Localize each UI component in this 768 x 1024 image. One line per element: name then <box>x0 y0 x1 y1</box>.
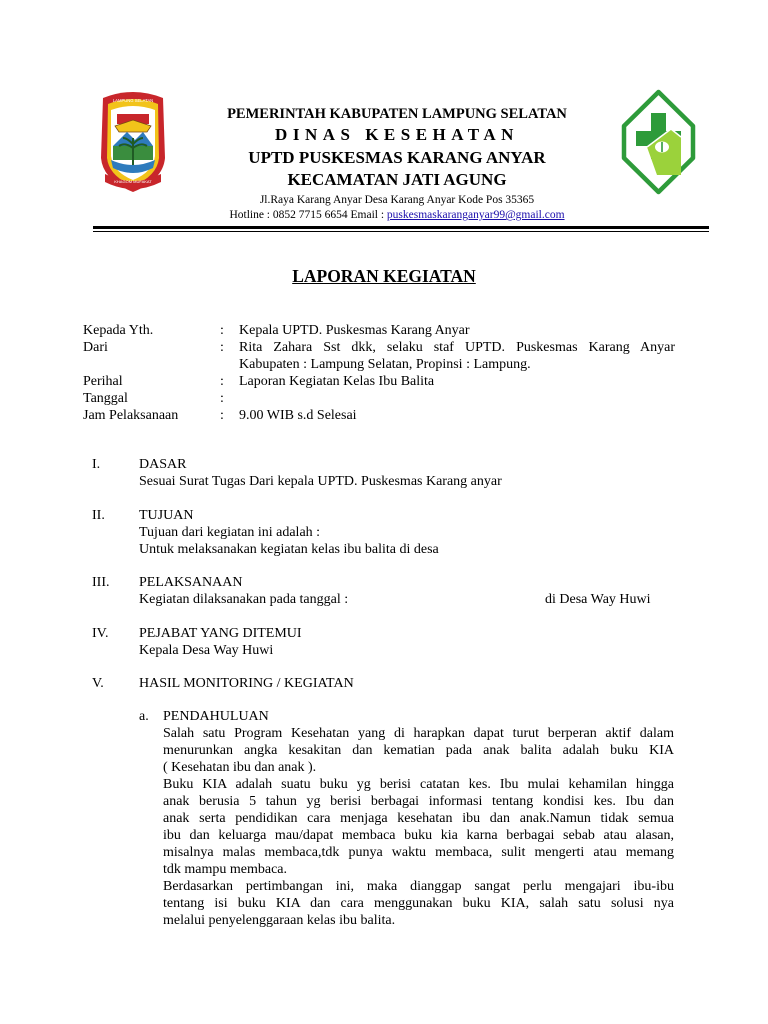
hotline-text: Hotline : 0852 7715 6654 Email : <box>229 209 387 221</box>
field-value: Laporan Kegiatan Kelas Ibu Balita <box>239 374 435 389</box>
subsection-label: a. <box>139 709 149 724</box>
section-text-location: di Desa Way Huwi <box>545 592 651 607</box>
paragraph-1 <box>163 725 674 776</box>
field-label: Dari <box>83 340 108 355</box>
paragraph-3 <box>163 878 674 929</box>
field-separator: : <box>220 391 224 406</box>
paragraph-line: menurunkan angka kesakitan dan kematian pada anak balita adalah buku KIA <box>163 743 674 758</box>
field-value-line: Kabupaten : Lampung Selatan, Propinsi : Lampung. <box>239 357 531 372</box>
paragraph-line: anak berusia 5 tahun yg berisi berbagai informasi tentang kondisi kes. Ibu dan <box>163 794 674 809</box>
field-label: Perihal <box>83 374 123 389</box>
paragraph-line: misalnya malas membaca,tdk punya waktu membaca, sulit mengerti atau memang <box>163 845 674 860</box>
paragraph-line: Salah satu Program Kesehatan yang di harapkan dapat turut berperan aktif dalam <box>163 726 674 741</box>
section-number: II. <box>92 508 105 523</box>
subsection-heading: PENDAHULUAN <box>163 709 269 724</box>
section-number: I. <box>92 457 101 472</box>
letterhead-rule-thin <box>93 231 709 232</box>
field-separator: : <box>220 323 224 338</box>
section-number: V. <box>92 676 104 691</box>
field-label: Jam Pelaksanaan <box>83 408 179 423</box>
letterhead-line-4: KECAMATAN JATI AGUNG <box>287 170 507 189</box>
paragraph-line: tentang isi buku KIA dan cara menggunakan buku KIA, salah satu solusi nya <box>163 896 674 911</box>
letterhead-line-3: UPTD PUSKESMAS KARANG ANYAR <box>248 148 546 167</box>
paragraph-line: Berdasarkan pertimbangan ini, maka dianggap sangat perlu mengajari ibu-ibu <box>163 879 674 894</box>
document-title: LAPORAN KEGIATAN <box>292 266 476 286</box>
section-text: Tujuan dari kegiatan ini adalah : <box>139 525 321 540</box>
paragraph-line: tdk mampu membaca. <box>163 862 288 877</box>
section-text: Untuk melaksanakan kegiatan kelas ibu balita di desa <box>139 542 439 557</box>
letterhead-address: Jl.Raya Karang Anyar Desa Karang Anyar Kode Pos 35365 <box>259 194 535 206</box>
field-separator: : <box>220 374 224 389</box>
field-label: Kepada Yth. <box>83 323 154 338</box>
section-heading: HASIL MONITORING / KEGIATAN <box>139 676 354 691</box>
kabupaten-emblem-icon <box>97 88 169 194</box>
section-text: Kegiatan dilaksanakan pada tanggal : <box>139 592 349 607</box>
field-label: Tanggal <box>83 391 128 406</box>
letterhead-rule-thick <box>93 226 709 229</box>
section-heading: DASAR <box>139 457 187 472</box>
section-text: Kepala Desa Way Huwi <box>139 643 274 658</box>
paragraph-line: ( Kesehatan ibu dan anak ). <box>163 760 317 775</box>
paragraph-line: ibu dan keluarga mau/dapat membaca buku kia karna berbagai sebab atau alasan, <box>163 828 674 843</box>
paragraph-2 <box>163 776 674 878</box>
letterhead-contact <box>180 209 614 221</box>
field-separator: : <box>220 340 224 355</box>
field-value: 9.00 WIB s.d Selesai <box>239 408 357 423</box>
section-number: III. <box>92 575 110 590</box>
field-value <box>239 339 675 373</box>
section-heading: TUJUAN <box>139 508 194 523</box>
email-link[interactable]: puskesmaskaranganyar99@gmail.com <box>386 209 565 221</box>
field-separator: : <box>220 408 224 423</box>
paragraph-line: Buku KIA adalah suatu buku yg berisi catatan kes. Ibu mulai kehamilan hingga <box>163 777 674 792</box>
letterhead-line-1: PEMERINTAH KABUPATEN LAMPUNG SELATAN <box>227 106 567 122</box>
section-heading: PEJABAT YANG DITEMUI <box>139 626 302 641</box>
section-text: Sesuai Surat Tugas Dari kepala UPTD. Puskesmas Karang anyar <box>139 474 502 489</box>
emblem-bottom-text: KHAGOM MUFAKAT <box>114 179 152 184</box>
puskesmas-logo-icon <box>621 89 696 195</box>
emblem-top-text: LAMPUNG SELATAN <box>112 98 154 103</box>
field-value-line: Rita Zahara Sst dkk, selaku staf UPTD. Puskesmas Karang Anyar <box>239 340 675 355</box>
field-value: Kepala UPTD. Puskesmas Karang Anyar <box>239 323 470 338</box>
section-heading: PELAKSANAAN <box>139 575 243 590</box>
paragraph-line: melalui penyelenggaraan kelas ibu balita. <box>163 913 396 928</box>
section-number: IV. <box>92 626 109 641</box>
letterhead-line-2: DINAS KESEHATAN <box>275 125 519 144</box>
paragraph-line: anak serta pendidikan cara menjaga kesehatan ibu dan anak.Namun tidak semua <box>163 811 674 826</box>
